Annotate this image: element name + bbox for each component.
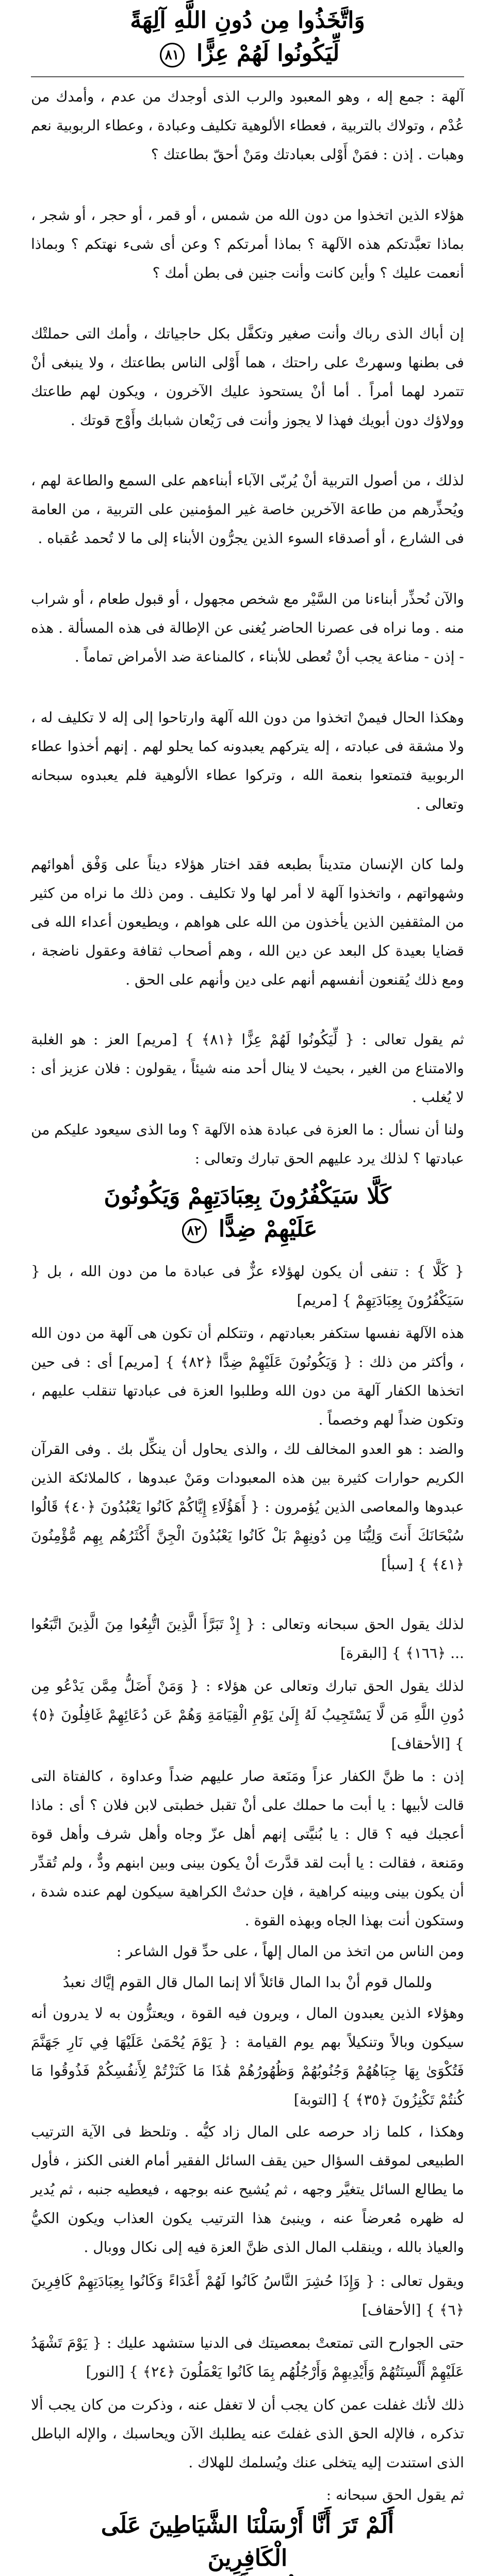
paragraph-2: هؤلاء الذين اتخذوا من دون الله من شمس ، أو قمر ، أو حجر ، أو شجر ، بماذا تعبَّدتكم هذه الآلهة ؟ بماذا أمرتكم ؟ وعن أى شىء نهتكم ؟ وبماذا أنعمت عليك ؟ وأين كانت وأنت جنين فى بطن أمك ؟: [31, 207, 464, 281]
paragraph-15: إذن : ما ظنَّ الكفار عزاً ومَنَعة صار عليهم ضداً وعداوة ، كالفتاة التى قالت لأبيها : يا أبت ما حملك على أنْ تقبل خطبتى لابن فلان ؟ أى : ماذا أعجبك فيه ؟ قال : يا بُنيَّتى إنهم أهل عزّ وجاه وأهل شرف وأهل قوة ومَنعة ، فقالت : يا أبت لقد قدَّرتَ أنْ يكون بينى وبين ابنهم ودٌّ ، ولم تُقدِّر أن يكون بينى وبينه كراهية ، فإن حدثتْ الكراهية سيكون لهم عنده شدة ، وستكون أنت بهذا الجاه وبهذه القوة .: [31, 1768, 464, 1929]
mid-verse-line2: [77, 1213, 418, 1246]
paragraph-12: والضد : هو العدو المخالف لك ، والذى يحاول أن ينكِّل بك . وفى القرآن الكريم حوارات كثيرة بين هذه المعبودات ومَنْ عبدوها ، كالملائكة الذين عبدوها والمعاصى الذين يُؤمرون : { أَهَؤُلَاءِ إِيَّاكُمْ كَانُوا يَعْبُدُونَ ﴿٤٠﴾ قَالُوا سُبْحَانَكَ أَنتَ وَلِيُّنَا مِن دُونِهِمْ بَلْ كَانُوا يَعْبُدُونَ الْجِنَّ أَكْثَرُهُم بِهِم مُّؤْمِنُونَ ﴿٤١﴾ } [سبأ]: [31, 1440, 464, 1573]
divider: [31, 76, 464, 77]
mid-verse: [77, 1180, 418, 1246]
paragraph-6: وهكذا الحال فيمنْ اتخذوا من دون الله آلهة وارتاحوا إلى إله لا تكليف له ، ولا مشقة فى عبادته ، إله يتركهم يعبدونه كما يحلو لهم . إنهم أخذوا عطاء الربوبية فتمتعوا بنعمة الله ، وتركوا عطاء الألوهية فلم يعبدوه سبحانه وتعالى .: [31, 709, 464, 812]
paragraph-21: ذلك لأنك غفلت عمن كان يجب أن لا تغفل عنه ، وذكرت من كان يجب ألا تذكره ، فالإله الحق الذى غفلتَ عنه يطلبك الآن ويحاسبك ، والإله الباطل الذى استندت إليه يتخلى عنك ويُسلمك للهلاك .: [31, 2396, 464, 2471]
paragraph-16: ومن الناس من اتخذ من المال إلهاً ، على حدِّ قول الشاعر :: [116, 1943, 464, 1960]
poem-line: وللمال قوم أنْ بدا المال قائلاً ألا إنما المال قال القوم إيَّاك نعبدُ: [62, 1974, 433, 1991]
mid-verse-line1: كَلَّا سَيَكْفُرُونَ بِعِبَادَتِهِمْ وَيَكُونُونَ: [104, 1183, 391, 1209]
paragraph-19: ويقول تعالى : { وَإِذَا حُشِرَ النَّاسُ كَانُوا لَهُمْ أَعْدَاءً وَكَانُوا بِعِبَادَتِهِمْ كَافِرِينَ ﴿٦﴾ } [الأحقاف]: [31, 2273, 464, 2318]
paragraph-7: ولما كان الإنسان متديناً بطبعه فقد اختار هؤلاء ديناً على وَفْق أهوائهم وشهواتهم ، واتخذوا آلهة لا أمر لها ولا تكليف . ومن ذلك ما نراه من كثير من المثقفين الذين يأخذون من الله على هواهم ، ويطيعون أعداء الله فى قضايا بعيدة كل البعد عن دين الله ، وهم أصحاب ثقافة وعقول ناضجة ، ومع ذلك يُقنعون أنفسهم أنهم على دين وأنهم على الحق .: [31, 856, 464, 988]
mid-verse-line2-text: عَلَيْهِمْ ضِدًّا: [218, 1216, 318, 1242]
paragraph-10: { كَلَّا } : تنفى أن يكون لهؤلاء عزٌّ فى عبادة ما من دون الله ، بل { سَيَكْفُرُونَ بِعِبَادَتِهِمْ } [مريم]: [31, 1263, 464, 1309]
verse-number: ٨٢: [182, 1218, 207, 1243]
top-verse-line2-text: لِّيَكُونُوا لَهُمْ عِزًّا: [196, 40, 340, 66]
top-verse: [77, 4, 418, 70]
paragraph-8: ثم يقول تعالى : { لِّيَكُونُوا لَهُمْ عِزًّا ﴿٨١﴾ } [مريم] العز : هو الغلبة والامتناع من الغير ، بحيث لا ينال أحد منه شيئاً ، يقولون : فلان عزيز أى : لا يُغلب .: [31, 1031, 464, 1106]
top-verse-line2: [77, 37, 418, 70]
paragraph-20: حتى الجوارح التى تمتعتْ بمعصيتك فى الدنيا ستشهد عليك : { يَوْمَ تَشْهَدُ عَلَيْهِمْ أَلْسِنَتُهُمْ وَأَيْدِيهِمْ وَأَرْجُلُهُم بِمَا كَانُوا يَعْمَلُونَ ﴿٢٤﴾ } [النور]: [31, 2334, 464, 2380]
paragraph-11: هذه الآلهة نفسها ستكفر بعبادتهم ، وتتكلم أن تكون هى آلهة من دون الله ، وأكثر من ذلك : { وَيَكُونُونَ عَلَيْهِمْ ضِدًّا ﴿٨٢﴾ } [مريم] أى : فى حين اتخذها الكفار آلهة من دون الله وطلبوا العزة فى عبادتها تنقلب عليهم ، وتكون ضداً لهم وخصماً .: [31, 1325, 464, 1428]
paragraph-18: وهكذا ، كلما زاد حرصه على المال زاد كيُّه . وتلحظ فى الآية الترتيب الطبيعى لموقف السؤال حين يقف السائل الفقير أمام الغنى الكنز ، فأول ما يطالع السائل يتغيَّر وجهه ، ثم يُشيح عنه بوجهه ، فيعطيه جنبه ، ثم يُدير له ظهره مُعرضاً عنه ، وينبئ هذا الترتيب يكون العذاب ويكون الكيُّ والعياذ بالله ، وينقلب المال الذى ظنَّ العزة فيه إلى نكال ووبال .: [31, 2123, 464, 2256]
paragraph-3: إن أباك الذى رباك وأنت صغير وتكفَّل بكل حاجياتك ، وأمك التى حملتْك فى بطنها وسهرتْ على راحتك ، هما أَوْلى الناس بطاعتك ، ولا ينبغى أنْ تتمرد لهما أمراً . أما أنْ يستحوذ عليك الآخرون ، ويكون لهم طاعتك وولاؤك دون أبويك فهذا لا يجوز وأنت فى رَيْعان شبابك وأَوْج قوتك .: [31, 325, 464, 429]
paragraph-17: وهؤلاء الذين يعبدون المال ، ويرون فيه القوة ، ويعتزُّون به لا يدرون أنه سيكون وبالاً وتنكيلاً بهم يوم القيامة : { يَوْمَ يُحْمَىٰ عَلَيْهَا فِي نَارِ جَهَنَّمَ فَتُكْوَىٰ بِهَا جِبَاهُهُمْ وَجُنُوبُهُمْ وَظُهُورُهُمْ هَٰذَا مَا كَنَزْتُمْ لِأَنفُسِكُمْ فَذُوقُوا مَا كُنتُمْ تَكْنِزُونَ ﴿٣٥﴾ } [التوبة]: [31, 2005, 464, 2108]
paragraph-5: والآن نُحذِّر أبناءنا من السَّيْر مع شخص مجهول ، أو قبول طعام ، أو شراب منه . وما نراه فى عصرنا الحاضر يُغنى عن الإطالة فى هذه المسألة . هذه - إذن - مناعة يجب أنْ تُعطى للأبناء ، كالمناعة ضد الأمراض تماماً .: [31, 590, 464, 665]
top-verse-line1: وَاتَّخَذُوا مِن دُونِ اللَّهِ آلِهَةً: [130, 7, 365, 33]
paragraph-22: ثم يقول الحق سبحانه :: [326, 2486, 464, 2503]
paragraph-4: لذلك ، من أصول التربية أنْ يُربّى الآباء أبناءهم على السمع والطاعة لهم ، ويُحذِّرهم من طاعة الآخرين خاصة غير المؤمنين على التربية ، من العامة فى الشارع ، أو أصدقاء السوء الذين يجرُّون الأبناء إلى ما لا تُحمد عُقباه .: [31, 472, 464, 547]
bottom-verse: [77, 2509, 418, 2576]
verse-number: ٨١: [160, 43, 185, 67]
bottom-verse-line1: أَلَمْ تَرَ أَنَّا أَرْسَلْنَا الشَّيَاطِينَ عَلَى الْكَافِرِينَ: [101, 2512, 394, 2571]
paragraph-13: لذلك يقول الحق سبحانه وتعالى : { إِذْ تَبَرَّأَ الَّذِينَ اتُّبِعُوا مِنَ الَّذِينَ اتَّبَعُوا ... ﴿١٦٦﴾ } [البقرة]: [31, 1616, 464, 1662]
paragraph-9: ولنا أن نسأل : ما العزة فى عبادة هذه الآلهة ؟ وما الذى سيعود عليكم من عبادتها ؟ لذلك يرد عليهم الحق تبارك وتعالى :: [31, 1121, 464, 1167]
paragraph-1: آلهة : جمع إله ، وهو المعبود والرب الذى أوجدك من عدم ، وأمدك من عُدْم ، وتولاك بالتربية ، فعطاء الألوهية تكليف وعبادة ، وعطاء الربوبية نعم وهبات . إذن : فمَنْ أَوْلى بعبادتك ومَنْ أحقّ بطاعتك ؟: [31, 88, 464, 163]
paragraph-14: لذلك يقول الحق تبارك وتعالى عن هؤلاء : { وَمَنْ أَضَلُّ مِمَّن يَدْعُو مِن دُونِ اللَّهِ مَن لَّا يَسْتَجِيبُ لَهُ إِلَىٰ يَوْمِ الْقِيَامَةِ وَهُمْ عَن دُعَائِهِمْ غَافِلُونَ ﴿٥﴾ } [الأحقاف]: [31, 1677, 464, 1752]
